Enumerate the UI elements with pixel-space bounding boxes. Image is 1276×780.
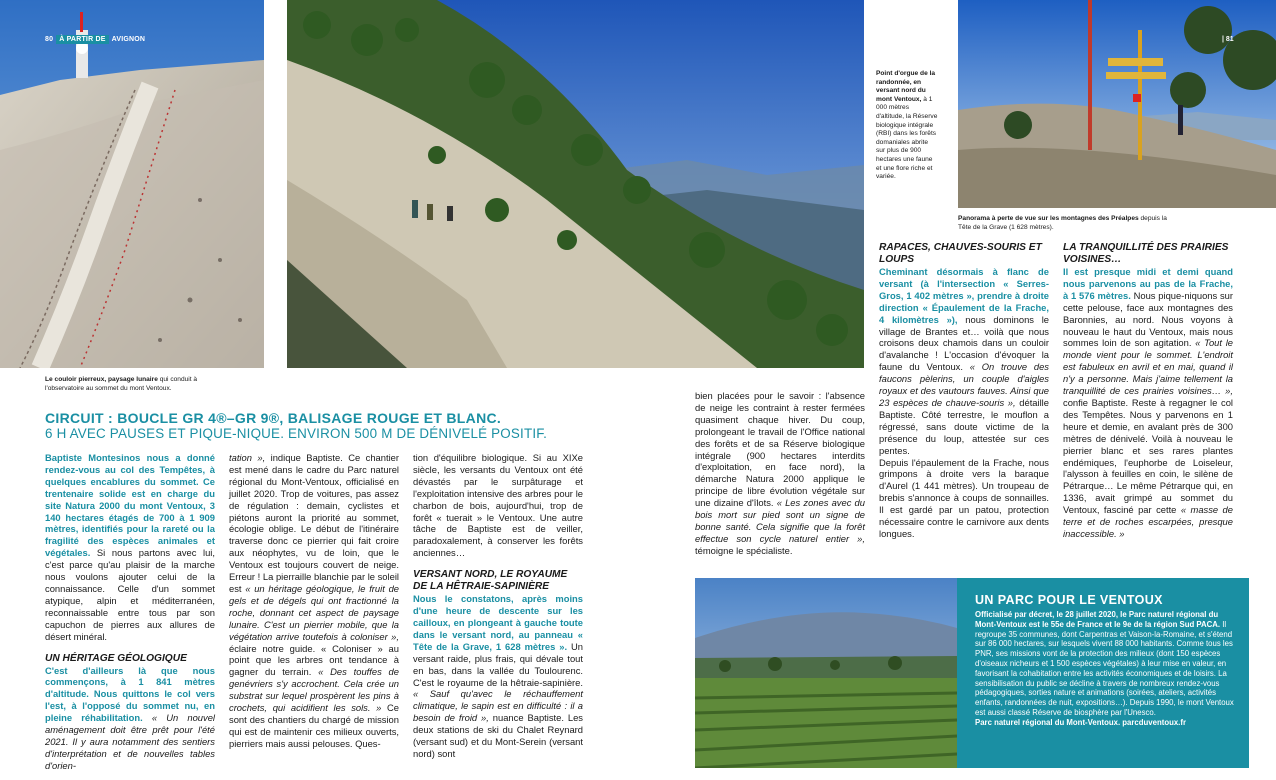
headline-circuit: CIRCUIT : BOUCLE GR 4®–GR 9®, BALISAGE ROUGE ET BLANC. [45, 410, 502, 426]
text-column-4 [695, 390, 865, 557]
col6-p2: confie Baptiste. Reste à regagner le col des Tempêtes. Nous y parvenons en 1 heure et demie, en avalant près de 300 mètres de dénivelé. Voilà à nouveau le pierrier blanc et ses rares plantes endémiques, l'euphorbe de Loiseleur, l'alysson à feuilles en coin, le silène de Pétrarque… Le même Pétrarque qui, en 1336, avait grimpé au sommet du Ventoux, fasciné par cette [1063, 396, 1233, 516]
text-column-5 [879, 242, 1049, 540]
col4-p2: témoigne le spécialiste. [695, 544, 793, 556]
col5-heading: RAPACES, CHAUVES-SOURIS ET LOUPS [879, 242, 1042, 265]
col4-quote: « Les zones avec du bois mort sur pied sont un signe de bonne santé. Cela signifie que la forêt effectue son cycle naturel entier », [695, 497, 865, 544]
col3-quote: « Sauf qu'avec le réchauffement climatique, le sapin est en difficulté : il a besoin de froid », [413, 688, 583, 724]
col2-p2: éclaire notre guide. « Coloniser » au point que les arbres ont tendance à gagner du terrain. [229, 642, 399, 678]
col3-p1: tion d'équilibre biologique. Si au XIXe siècle, les versants du Ventoux ont été dévastés par le surpâturage et l'exploitation intensive des arbres pour le charbon de bois, aujourd'hui, trop de forêt « tuerait » le Ventoux. Une autre tâche de Baptiste est de veiller, paradoxalement, à conserver les forêts anciennes… [413, 452, 583, 559]
col5-p2: détaille Baptiste. Côté terrestre, le mouflon a régressé, sans doute victime de la présence du loup, attestée sur ces pentes. [879, 396, 1049, 456]
col6-heading: LA TRANQUILLITÉ DES PRAIRIES VOISINES… [1063, 242, 1229, 265]
caption-side-bold: Point d'orgue de la randonnée, en versant nord du mont Ventoux, [876, 70, 936, 103]
headline [45, 410, 665, 441]
col6-p1: Nous pique-niquons sur cette pelouse, face aux montagnes des Baronnies, au nord. Nous voyons à nouveau le haut du Ventoux, mais nous sommes loin de son agitation. [1063, 289, 1233, 349]
caption-side-rest: à 1 000 mètres d'altitude, la Réserve biologique intégrale (RBI) dans les forêts domaniales abrite sur plus de 900 hectares une faune et une flore riche et variée. [876, 95, 938, 181]
parc-box-body: Il regroupe 35 communes, dont Carpentras et Vaison-la-Romaine, et s'étend sur 86 000 hectares, sur lesquels vivent 88 000 habitants. Comme tous les PNR, ses missions vont de la protection des milieux (dont 150 espèces d'oiseaux nicheurs et 1 500 espèces végétales) à leur mise en valeur, en favorisant la cohabitation entre les activités économiques et de loisirs. La sensibilisation du public se décline à travers de nombreux rendez-vous pédagogiques, sorties nature et animations (soirées, ateliers, activités enfants, randonnées de nuit, expositions…). Depuis 1990, le mont Ventoux est aussi classé Réserve de biosphère par l'Unesco. [975, 619, 1234, 717]
col5-quote: « On trouve des faucons pèlerins, un couple d'aigles royaux et des vautours fauves. Ainsi que 23 espèces de chauve-souris », [879, 361, 1049, 408]
section-tag: À PARTIR DE [56, 35, 108, 44]
col5-p3: Depuis l'épaulement de la Frache, nous grimpons à droite vers la baraque d'Aurel (1 441 mètres). Un troupeau de brebis s'annonce à coups de sonnailles. Il est gardé par un patou, protection nécessaire contre le carnivore aux dents longues. [879, 456, 1049, 539]
text-column-3 [413, 452, 583, 760]
col6-quote: « Tout le monde vient pour le sommet. L'endroit est fabuleux en avril et en mai, quand il n'y a personne. Mais j'aime tellement la tranquillité de ces prairies voisines… », [1063, 337, 1233, 397]
col5-p1: nous dominons le village de Brantes et… voilà que nous croisons deux chamois dans un couloir d'avalanche ! L'occasion d'évoquer la faune du Ventoux. [879, 313, 1050, 373]
col1-heading: UN HÉRITAGE GÉOLOGIQUE [45, 652, 187, 664]
page-number-left: 80 [45, 36, 54, 43]
col1-p1: Si nous partons avec lui, c'est parce qu'au plaisir de la marche nous voulons ajouter celui de la connaissance. Celle d'un sommet atypique, alpin et méditerranéen, reconnaissable entre tous par son capuchon de pierres aux allures de désert minéral. [45, 547, 215, 642]
col1-quote: « Un nouvel aménagement doit être prêt pour l'été 2021. Il y aura notamment des sentiers d'interprétation et de nouvelles tables d'orien- [45, 712, 215, 771]
caption-side-rbi [876, 70, 938, 182]
col4-p1: bien placées pour le savoir : l'absence de neige les contraint à rester fermées quasiment chaque hiver. Du coup, prolongeant le travail de l'Office national des forêts et de sa Réserve biologique intégrale (900 hectares interdits d'exploitation, en face nord), la démarche Natura 2000 applique le principe de libre évolution végétale sur une dizaine d'îlots. [695, 390, 865, 509]
photo-vineyard [695, 578, 957, 768]
headline-duration: 6 H AVEC PAUSES ET PIQUE-NIQUE. ENVIRON 500 M DE DÉNIVELÉ POSITIF. [45, 426, 548, 441]
parc-box-lead: Officialisé par décret, le 28 juillet 2020, le Parc naturel régional du Mont-Ventoux est le 55e de France et le 9e de la région Sud PACA. [975, 610, 1221, 629]
text-column-2 [229, 452, 399, 750]
col2-quote0: tation », [229, 452, 266, 463]
photo-hikers-slope [287, 0, 864, 368]
caption-signpost-rest: depuis la Tête de la Grave (1 628 mètres). [958, 215, 1167, 231]
folio-left [45, 35, 145, 44]
col6-quote2: « masse de terre et de roches escarpées, presque inaccessible. » [1063, 504, 1233, 539]
section-city: AVIGNON [111, 36, 146, 43]
page-number-right: 81 [1225, 36, 1234, 43]
parc-box-website: Parc naturel régional du Mont-Ventoux. parcduventoux.fr [975, 717, 1186, 727]
caption-scree-bold: Le couloir pierreux, paysage lunaire [45, 376, 158, 383]
col3-lead: Nous le constatons, après moins d'une heure de descente sur les cailloux, en plongeant à gauche toute dans le versant nord, au panneau « Tête de la Grave, 1 628 mètres ». [413, 593, 583, 652]
col2-p3: Ce sont des chantiers du chargé de mission qui est de maintenir ces milieux ouverts, pierriers mais aussi pelouses. Ques- [229, 702, 400, 749]
text-column-6 [1063, 242, 1233, 540]
parc-box-title: UN PARC POUR LE VENTOUX [975, 593, 1163, 607]
col6-lead: Il est presque midi et demi quand nous parvenons au pas de la Frache, à 1 576 mètres. [1063, 266, 1233, 301]
col3-p3: nuance Baptiste. Les deux stations de ski du Chalet Reynard (versant sud) et du Mont-Serein (versant nord) sont [413, 712, 583, 759]
col1-lead2: C'est d'ailleurs là que nous commençons, à 1 841 mètres d'altitude. Nous quittons le col vers l'est, à l'opposé du sommet nu, en pleine réhabilitation. [45, 664, 215, 724]
caption-signpost-bold: Panorama à perte de vue sur les montagnes des Préalpes [958, 215, 1139, 222]
caption-scree-path [45, 376, 225, 393]
caption-signpost [958, 215, 1168, 232]
col2-p1: indique Baptiste. Ce chantier est mené dans le cadre du Parc naturel régional du Mont-Ventoux, officialisé en juillet 2020. Trop de voitures, pas assez de régulation : demain, cyclistes et piétons auront la priorité au sommet, écologie oblige. Le début de l'itinéraire traverse donc ce pierrier qui fait croire aux néophytes, vu de loin, que le Ventoux est toujours couvert de neige. Erreur ! La pierraille blanchie par le soleil est [229, 452, 399, 594]
photo-scree-path [0, 0, 264, 368]
col2-quote1: « un héritage géologique, le fruit de gels et de dégels qui ont fractionné la roche, donnant cet aspect de paysage lunaire. C'est un pierrier mobile, que la végétation arrive toutefois à coloniser », [229, 582, 399, 642]
col3-heading: VERSANT NORD, LE ROYAUME DE LA HÊTRAIE-SAPINIÈRE [413, 569, 568, 593]
caption-scree-rest: qui conduit à l'observatoire au sommet du mont Ventoux. [45, 376, 198, 392]
col3-p2: Un versant raide, plus frais, qui dévale tout en bas, dans la vallée du Toulourenc. C'est le royaume de la hêtraie-sapinière. [413, 640, 583, 688]
col2-quote2: « Des touffes de genévriers s'y accrochent. Cela crée un substrat sur lequel prospèrent les pins à crochets, qui acidifient les sols. » [229, 666, 399, 714]
parc-info-box [957, 578, 1249, 768]
col5-lead: Cheminant désormais à flanc de versant (à l'intersection « Serres-Gros, 1 402 mètres », prendre à droite direction « Épaulement de la Frache, 4 kilomètres »), [879, 266, 1049, 325]
text-column-1 [45, 452, 215, 772]
photo-signpost [958, 0, 1276, 208]
folio-right: | 81 [1222, 36, 1234, 43]
col1-lead: Baptiste Montesinos nous a donné rendez-vous au col des Tempêtes, à quelques encablures du sommet. Ce trentenaire solide est en charge du site Natura 2000 du mont Ventoux, 3 140 hectares étagés de 700 à 1 909 mètres, identifiés pour la rareté ou la fragilité des espèces animales et végétales. [45, 452, 215, 559]
